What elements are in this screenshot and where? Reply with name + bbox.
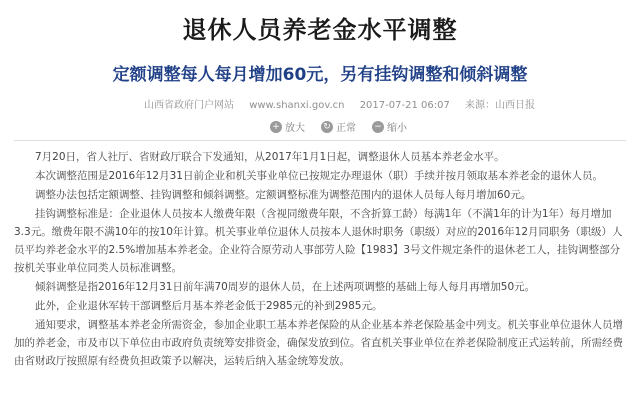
meta-source-label: 来源： xyxy=(465,100,495,111)
font-size-tools xyxy=(270,119,407,134)
minus-icon: − xyxy=(372,121,384,133)
paragraph: 通知要求，调整基本养老金所需资金，参加企业职工基本养老保险的从企业基本养老保险基金中列支。机关事业单位退休人员增加的养老金，市及市以下单位由市政府负责统筹安排资金，确保发放到位。省直机关事业单位在养老保险制度正式运转前，所需经费由省财政厅按照原有经费负担政策予以解决，运转后纳入基金统筹发放。 xyxy=(14,319,623,367)
normal-button[interactable] xyxy=(321,119,356,134)
divider xyxy=(14,140,626,141)
meta-source-site: 山西省政府门户网站 xyxy=(144,100,234,111)
enlarge-label: 放大 xyxy=(285,123,305,134)
meta-datetime: 2017-07-21 06:07 xyxy=(359,100,450,111)
paragraph: 此外，企业退休军转干部调整后月基本养老金低于2985元的补到2985元。 xyxy=(35,300,383,312)
paragraph: 倾斜调整是指2016年12月31日前年满70周岁的退休人员，在上述两项调整的基础上每人每月再增加50元。 xyxy=(35,281,536,293)
enlarge-button[interactable] xyxy=(270,119,305,134)
article-title: 退休人员养老金水平调整 xyxy=(182,16,458,44)
shrink-button[interactable] xyxy=(372,119,407,134)
article-meta xyxy=(144,96,564,111)
plus-icon: + xyxy=(270,121,282,133)
article-body xyxy=(14,148,626,371)
paragraph: 挂钩调整标准是：企业退休人员按本人缴费年限（含视同缴费年限，不含折算工龄）每满1年（不满1年的计为1年）每月增加3.3元。缴费年限不满10年的按10年计算。机关事业单位退休人员按本人退休时职务（职级）对应的2016年12月同职务（职级）人员平均养老金水平的2.5%增加基本养老金。企业符合原劳动人事部劳人险【1983】3号文件规定条件的退休老工人，挂钩调整部分按机关事业单位同类人员标准调整。 xyxy=(14,208,623,274)
paragraph: 7月20日，省人社厅、省财政厅联合下发通知，从2017年1月1日起，调整退休人员基本养老金水平。 xyxy=(35,151,505,163)
meta-source-name: 山西日报 xyxy=(495,100,535,111)
paragraph: 本次调整范围是2016年12月31日前企业和机关事业单位已按规定办理退休（职）手续并按月领取基本养老金的退休人员。 xyxy=(35,170,603,182)
paragraph: 调整办法包括定额调整、挂钩调整和倾斜调整。定额调整标准为调整范围内的退休人员每人每月增加60元。 xyxy=(35,189,532,201)
normal-label: 正常 xyxy=(336,123,356,134)
article-subtitle: 定额调整每人每月增加60元，另有挂钩调整和倾斜调整 xyxy=(112,65,528,85)
shrink-label: 缩小 xyxy=(387,123,407,134)
reset-icon: ↻ xyxy=(321,121,333,133)
meta-url[interactable]: www.shanxi.gov.cn xyxy=(249,100,345,111)
